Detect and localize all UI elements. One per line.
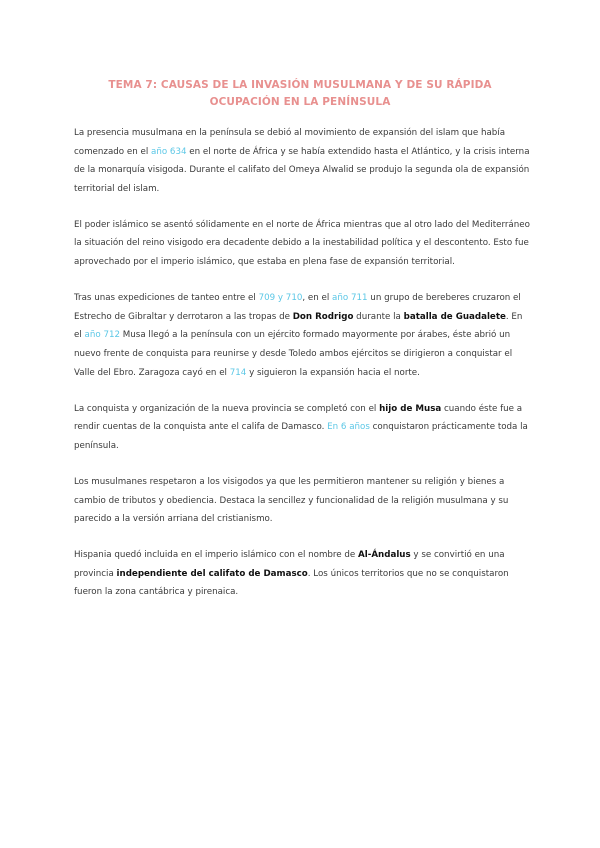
text-run: cuando éste fue a rendir cuentas de la conquista ante el califa de Damasco. (74, 403, 523, 433)
paragraph-5 (74, 473, 530, 529)
text-run: y siguieron la expansión hacia el norte. (246, 367, 420, 378)
document-body (74, 124, 530, 619)
text-run: en el norte de África y se había extendido hasta el Atlántico, y la crisis interna de la monarquía visigoda. Durante el califato del Omeya Alwalid se produjo la segunda ola de expansión territorial del islam. (74, 146, 530, 194)
bold-term: Don Rodrigo (292, 311, 354, 322)
highlight-year: año 711 (332, 293, 368, 304)
paragraph-4 (74, 400, 530, 456)
text-run: . Los únicos territorios que no se conquistaron fueron la zona cantábrica y pirenaica. (74, 568, 509, 598)
highlight-year: año 712 (84, 330, 121, 341)
text-run: durante la (353, 311, 404, 322)
highlight-duration: En 6 años (327, 422, 370, 433)
text-run: un grupo de bereberes cruzaron el Estrecho de Gibraltar y derrotaron a las tropas de (74, 293, 521, 322)
text-run: El poder islámico se asentó sólidamente en el norte de África mientras que al otro lado del Mediterráneo la situación del reino visigodo era decadente debido a la inestabilidad política y el descontento. Esto fue aprovechado por el imperio islámico, que estaba en plena fase de expansión territorial. (74, 219, 530, 268)
text-run: Musa llegó a la península con un ejército formado mayormente por árabes, éste abrió un nuevo frente de conquista para reunirse y desde Toledo ambos ejércitos se dirigieron a conquistar el Valle del Ebro. Zaragoza cayó en el (74, 330, 513, 378)
highlight-year: 714 (229, 367, 247, 378)
text-run: La conquista y organización de la nueva provincia se completó con el (74, 403, 380, 414)
text-run: , en el (302, 293, 333, 304)
text-run: conquistaron prácticamente toda la península. (74, 422, 528, 451)
bold-term: batalla de Guadalete (403, 311, 506, 322)
highlight-year: 709 y 710 (258, 293, 303, 304)
text-run: . En el (74, 311, 523, 341)
paragraph-6 (74, 546, 530, 602)
text-run: y se convirtió en una provincia (74, 550, 505, 579)
document-title: TEMA 7: CAUSAS DE LA INVASIÓN MUSULMANA Y DE SU RÁPIDA OCUPACIÓN EN LA PENÍNSULA (108, 79, 492, 108)
highlight-year: año 634 (151, 146, 187, 157)
bold-term: independiente del califato de Damasco (116, 568, 308, 579)
bold-term: hijo de Musa (379, 403, 442, 414)
paragraph-3 (74, 289, 530, 382)
paragraph-1 (74, 124, 530, 198)
text-run: Hispania quedó incluida en el imperio islámico con el nombre de (74, 550, 359, 561)
bold-term: Al-Ándalus (358, 550, 411, 561)
text-run: Tras unas expediciones de tanteo entre el (74, 293, 259, 304)
paragraph-2 (74, 216, 530, 272)
text-run: La presencia musulmana en la península se debió al movimiento de expansión del islam que había comenzado en el (74, 128, 506, 157)
text-run: Los musulmanes respetaron a los visigodos ya que les permitieron mantener su religión y bienes a cambio de tributos y obediencia. Destaca la sencillez y funcionalidad de la religión musulmana y su parecido a la versión arriana del cristianismo. (74, 476, 509, 525)
